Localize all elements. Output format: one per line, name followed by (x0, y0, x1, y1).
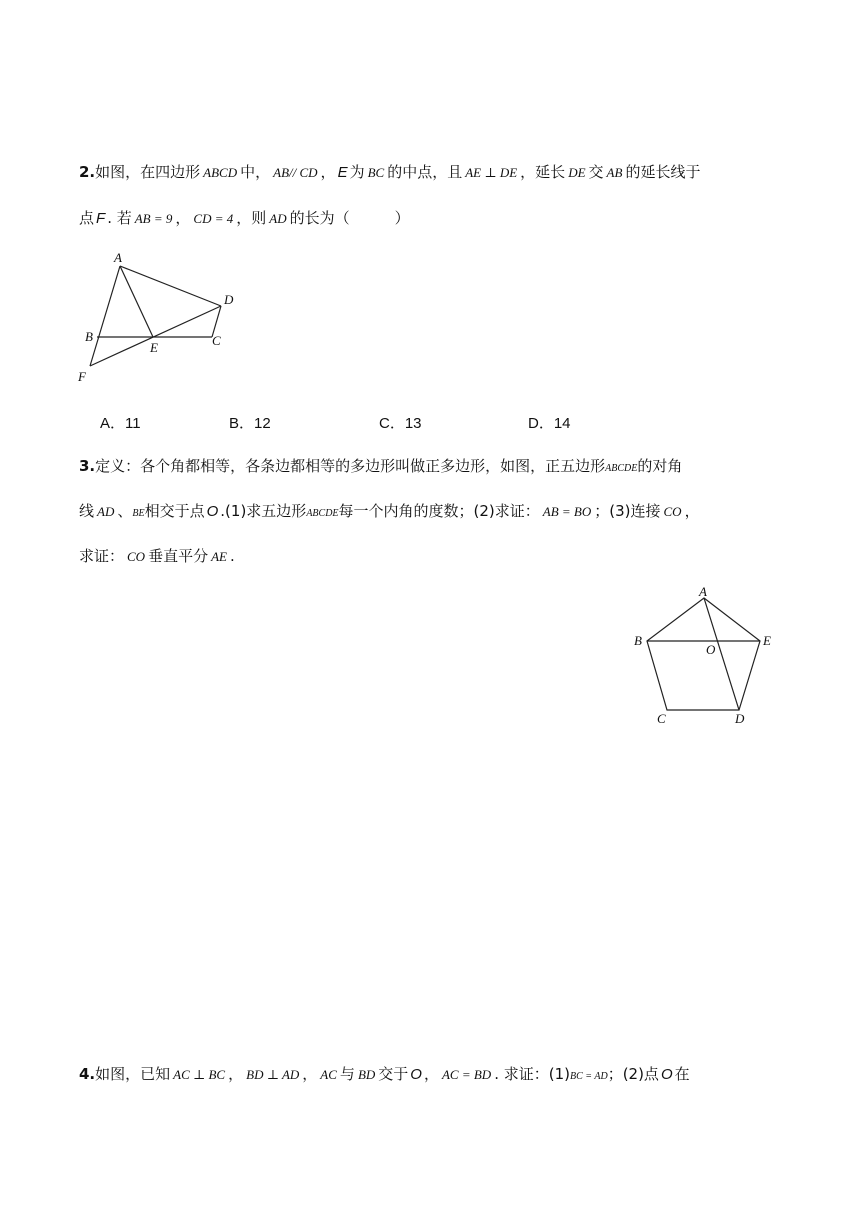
q4-line-1 (79, 1064, 690, 1087)
q3-math-abbo: AB = BO (542, 504, 592, 519)
q3-line-1 (79, 456, 682, 479)
q4-text: ， (423, 1065, 439, 1083)
label-D: D (735, 711, 745, 726)
q4-text: . 求证：(1) (494, 1065, 570, 1083)
q3-text: 线 (79, 502, 95, 520)
q4-math-acbd: AC = BD (441, 1067, 492, 1082)
q3-number: 3. (79, 457, 96, 475)
q4-math-bcad: BC = AD (570, 1071, 608, 1082)
q2-text: 的中点，且 (387, 163, 463, 181)
label-O: O (706, 642, 716, 657)
q2-math-cd-eq: CD = 4 (193, 211, 234, 226)
q2-math-parallel: AB// CD (273, 165, 318, 180)
q2-text: ，则 (236, 209, 267, 227)
segment-AF (90, 266, 120, 366)
label-C: C (657, 711, 666, 726)
q4-math-acbc: AC ⊥ BC (173, 1067, 226, 1082)
q3-math-O: O (206, 503, 219, 520)
q2-option-c[interactable]: C．13 (379, 415, 422, 432)
q3-text: 定义：各个角都相等，各条边都相等的多边形叫做正多边形，如图，正五边形 (95, 457, 606, 475)
q3-text: 垂直平分 (148, 547, 209, 565)
q2-text: 的长为（ ） (289, 209, 410, 227)
q2-math-DE: DE (568, 165, 586, 180)
label-E: E (150, 340, 158, 355)
q4-text: ， (228, 1065, 244, 1083)
q4-text: 与 (339, 1065, 355, 1083)
q2-option-d[interactable]: D．14 (528, 415, 571, 432)
label-A: A (114, 250, 122, 265)
q3-text: 求证： (79, 547, 125, 565)
q4-math-AC: AC (320, 1067, 337, 1082)
q4-text: 交于 (378, 1065, 409, 1083)
q2-text: . 若 (107, 209, 132, 227)
q4-math-bdad: BD ⊥ AD (246, 1067, 300, 1082)
q2-text: 的延长线于 (625, 163, 701, 181)
q2-math-quad: ABCD (203, 165, 238, 180)
q3-text: . (229, 547, 235, 565)
label-D: D (224, 292, 234, 307)
q4-math-O2: O (660, 1066, 673, 1083)
q3-math-pent: ABCDE (605, 463, 638, 474)
q4-math-BD: BD (357, 1067, 376, 1082)
q2-math-E: E (337, 164, 348, 181)
q2-text: 如图，在四边形 (95, 163, 201, 181)
q3-line-3 (79, 546, 235, 567)
q3-text: ， (684, 502, 700, 520)
q2-text: 为 (349, 163, 365, 181)
q2-text: ， (320, 163, 336, 181)
q2-text: 点 (79, 209, 95, 227)
q2-option-a[interactable]: A．11 (100, 415, 141, 432)
q2-math-AB: AB (606, 165, 623, 180)
q4-number: 4. (79, 1065, 96, 1083)
label-E: E (763, 633, 771, 648)
q4-text: ；(2)点 (607, 1065, 659, 1083)
q3-math-CO2: CO (127, 549, 146, 564)
q2-number: 2. (79, 163, 96, 181)
q3-text: 相交于点 (144, 502, 205, 520)
q4-text: ， (302, 1065, 318, 1083)
q2-line-1 (79, 162, 700, 183)
q2-math-AD: AD (269, 211, 287, 226)
label-B: B (634, 633, 642, 648)
q2-text: 中， (240, 163, 271, 181)
q2-math-ab-eq: AB = 9 (134, 211, 173, 226)
q3-math-BE: BE (132, 508, 145, 519)
q2-math-BC: BC (367, 165, 385, 180)
q4-math-O: O (410, 1066, 422, 1083)
q3-math-AE: AE (211, 549, 227, 564)
q2-math-perp: AE ⊥ DE (465, 165, 518, 180)
label-C: C (212, 333, 221, 348)
q2-math-F: F (96, 210, 106, 227)
q2-figure (75, 248, 250, 388)
q2-text: 交 (588, 163, 604, 181)
q2-text: ，延长 (520, 163, 566, 181)
q3-text: 每一个内角的度数；(2)求证： (338, 502, 540, 520)
q3-text: 、 (117, 502, 133, 520)
segment-DF (90, 306, 221, 366)
label-F: F (78, 369, 86, 384)
q3-math-CO: CO (663, 504, 682, 519)
q3-text: ；(3)连接 (594, 502, 661, 520)
q2-option-b[interactable]: B．12 (229, 415, 271, 432)
q3-text: .(1)求五边形 (220, 502, 307, 520)
pentagon-ABCDE (647, 598, 760, 710)
q2-text: ， (175, 209, 191, 227)
q3-math-AD: AD (97, 504, 115, 519)
q4-text: 在 (674, 1065, 690, 1083)
q3-math-pent2: ABCDE (306, 508, 339, 519)
q3-figure (628, 580, 778, 730)
q3-line-2 (79, 501, 700, 524)
label-A: A (699, 584, 707, 599)
q3-text: 的对角 (637, 457, 683, 475)
q2-line-2 (79, 208, 410, 229)
label-B: B (85, 329, 93, 344)
q4-text: 如图，已知 (95, 1065, 171, 1083)
